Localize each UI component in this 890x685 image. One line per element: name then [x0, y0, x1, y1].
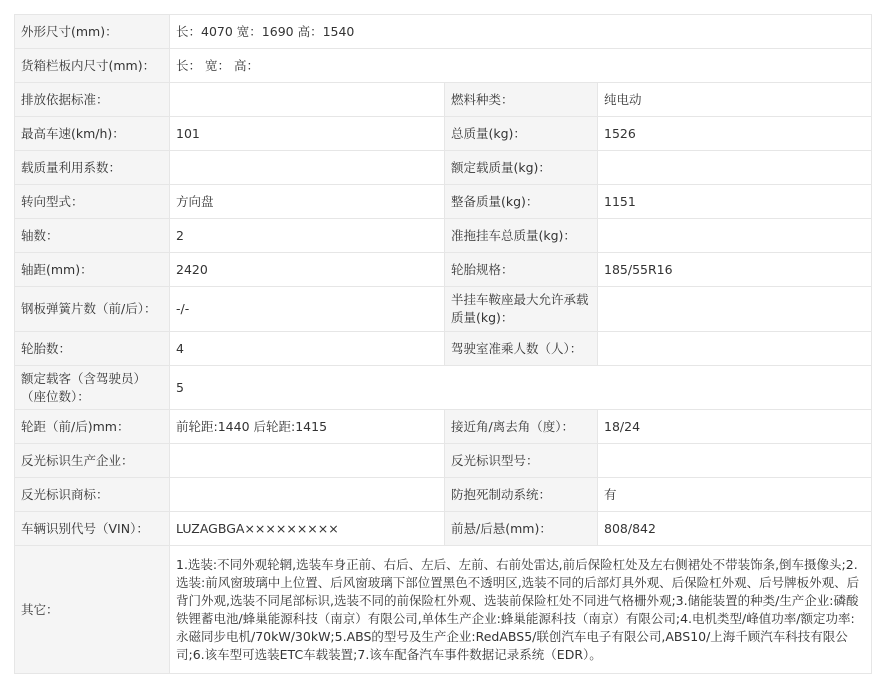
- value-steering: 方向盘: [170, 185, 445, 219]
- value-total-mass: 1526: [598, 117, 872, 151]
- value-seats: 5: [170, 366, 872, 410]
- label-rated-load: 额定载质量(kg)：: [445, 151, 598, 185]
- label-saddle-load: 半挂车鞍座最大允许承载质量(kg)：: [445, 287, 598, 332]
- value-curb-mass: 1151: [598, 185, 872, 219]
- value-abs: 有: [598, 478, 872, 512]
- label-vin: 车辆识别代号（VIN）：: [15, 512, 170, 546]
- value-wheelbase: 2420: [170, 253, 445, 287]
- label-overhang: 前悬/后悬(mm)：: [445, 512, 598, 546]
- value-track: 前轮距:1440 后轮距:1415: [170, 410, 445, 444]
- value-dims: 长：4070 宽：1690 高：1540: [170, 15, 872, 49]
- row-axles: [15, 219, 872, 253]
- row-springs: [15, 287, 872, 332]
- label-load-ratio: 载质量利用系数：: [15, 151, 170, 185]
- label-springs: 钢板弹簧片数（前/后）：: [15, 287, 170, 332]
- row-speed: [15, 117, 872, 151]
- value-trailer-mass: [598, 219, 872, 253]
- value-axles: 2: [170, 219, 445, 253]
- label-tires: 轮胎数：: [15, 332, 170, 366]
- label-reflector-maker: 反光标识生产企业：: [15, 444, 170, 478]
- value-tire-spec: 185/55R16: [598, 253, 872, 287]
- value-emission: [170, 83, 445, 117]
- value-overhang: 808/842: [598, 512, 872, 546]
- value-speed: 101: [170, 117, 445, 151]
- row-dims: [15, 15, 872, 49]
- row-tires: [15, 332, 872, 366]
- label-steering: 转向型式：: [15, 185, 170, 219]
- value-cab-seats: [598, 332, 872, 366]
- label-speed: 最高车速(km/h)：: [15, 117, 170, 151]
- value-reflector-maker: [170, 444, 445, 478]
- value-angles: 18/24: [598, 410, 872, 444]
- label-cargo: 货箱栏板内尺寸(mm)：: [15, 49, 170, 83]
- label-other: 其它：: [15, 546, 170, 674]
- value-vin: LUZAGBGA×××××××××: [170, 512, 445, 546]
- row-emission: [15, 83, 872, 117]
- row-reflector-maker: [15, 444, 872, 478]
- label-axles: 轴数：: [15, 219, 170, 253]
- label-wheelbase: 轴距(mm)：: [15, 253, 170, 287]
- value-reflector-model: [598, 444, 872, 478]
- row-reflector-brand: [15, 478, 872, 512]
- row-track: [15, 410, 872, 444]
- label-seats: 额定载客（含驾驶员）（座位数）：: [15, 366, 170, 410]
- label-emission: 排放依据标准：: [15, 83, 170, 117]
- label-curb-mass: 整备质量(kg)：: [445, 185, 598, 219]
- label-tire-spec: 轮胎规格：: [445, 253, 598, 287]
- value-rated-load: [598, 151, 872, 185]
- label-dims: 外形尺寸(mm)：: [15, 15, 170, 49]
- row-wheelbase: [15, 253, 872, 287]
- value-saddle-load: [598, 287, 872, 332]
- label-track: 轮距（前/后)mm：: [15, 410, 170, 444]
- row-vin: [15, 512, 872, 546]
- label-cab-seats: 驾驶室准乘人数（人）：: [445, 332, 598, 366]
- label-angles: 接近角/离去角（度）：: [445, 410, 598, 444]
- row-cargo: [15, 49, 872, 83]
- row-load-ratio: [15, 151, 872, 185]
- label-reflector-brand: 反光标识商标：: [15, 478, 170, 512]
- label-trailer-mass: 准拖挂车总质量(kg)：: [445, 219, 598, 253]
- spec-table: [14, 14, 872, 674]
- label-total-mass: 总质量(kg)：: [445, 117, 598, 151]
- label-reflector-model: 反光标识型号：: [445, 444, 598, 478]
- value-cargo: 长： 宽： 高：: [170, 49, 872, 83]
- value-other: 1.选装:不同外观轮辋,选装车身正前、右后、左后、左前、右前处雷达,前后保险杠处及左右侧裙处不带装饰条,倒车摄像头;2.选装:前风窗玻璃中上位置、后风窗玻璃下部位置黑色不透明区,选装不同的后部灯具外观、后保险杠外观、后号牌板外观、后背门外观,选装不同尾部标识,选装不同的前保险杠外观、选装前保险杠处不同进气格栅外观;3.储能装置的种类/生产企业:磷酸铁锂蓄电池/蜂巢能源科技（南京）有限公司,单体生产企业:蜂巢能源科技（南京）有限公司;4.电机类型/峰值功率/额定功率:永磁同步电机/70kW/30kW;5.ABS的型号及生产企业:RedABS5/联创汽车电子有限公司,ABS10/上海千顾汽车科技有限公司;6.该车型可选装ETC车载装置;7.该车配备汽车事件数据记录系统（EDR）。: [170, 546, 872, 674]
- value-springs: -/-: [170, 287, 445, 332]
- row-steering: [15, 185, 872, 219]
- value-tires: 4: [170, 332, 445, 366]
- value-fuel: 纯电动: [598, 83, 872, 117]
- label-fuel: 燃料种类：: [445, 83, 598, 117]
- value-reflector-brand: [170, 478, 445, 512]
- label-abs: 防抱死制动系统：: [445, 478, 598, 512]
- row-other: [15, 546, 872, 674]
- row-seats: [15, 366, 872, 410]
- value-load-ratio: [170, 151, 445, 185]
